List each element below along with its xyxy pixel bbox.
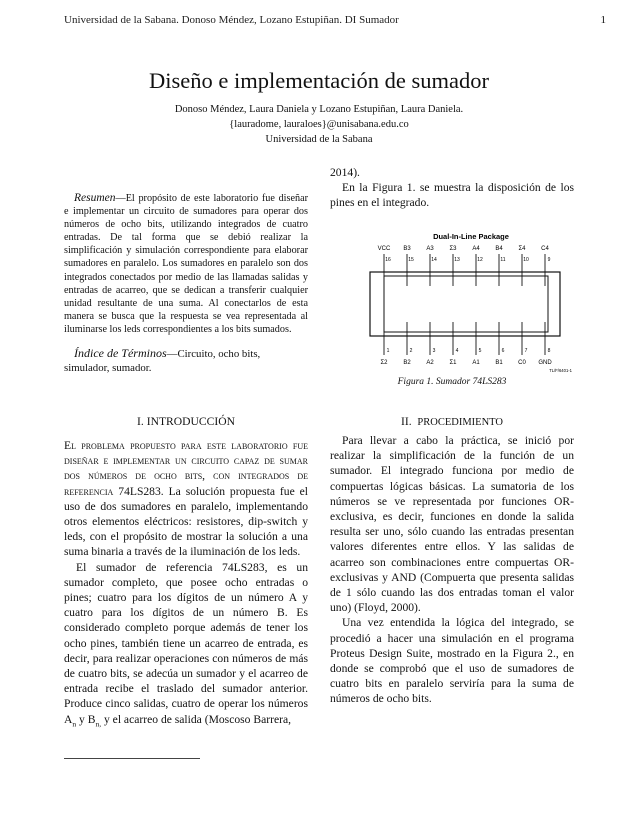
- top-pin-number: 15: [408, 257, 414, 263]
- bottom-pin-number: 4: [455, 348, 459, 354]
- top-pin-label: Σ4: [518, 246, 526, 252]
- bottom-pin-label: Σ2: [380, 360, 388, 366]
- right-column-intro: [330, 165, 574, 211]
- bottom-pin-label: C0: [518, 360, 526, 366]
- abstract: Resumen—El propósito de este laboratorio fue diseñar e implementar un circuito de sumadores para operar dos números de ocho bits, utilizando integrados de cuatro entradas. De tal forma que se debió realizar la simplificación y simulación correspondiente para elaborar sumadores en paralelo. Los sumadores en paralelo son dos integrados conectados por medio de las llamadas salidas y entradas de acarreo, que se dedican a transferir cualquier unidad resultante de una suma. Al conectarlos de esta manera se busca que la respuesta se vea representada al iluminarse los leds correspondientes a los bits sumados.: [64, 192, 308, 335]
- section1-heading: I. INTRODUCCIÓN: [137, 415, 235, 428]
- abstract-label: Resumen: [74, 192, 116, 204]
- bottom-pin-number: 6: [501, 348, 505, 354]
- package-label: Dual-In-Line Package: [433, 232, 509, 241]
- continued-citation: 2014).: [330, 166, 360, 179]
- figure1-caption: Figura 1. Sumador 74LS283: [397, 377, 507, 387]
- paper-title: Diseño e implementación de sumador: [149, 68, 489, 93]
- bottom-pin-number: 1: [386, 348, 390, 354]
- top-pin-number: 14: [431, 257, 437, 263]
- bottom-pin-number: 3: [432, 348, 436, 354]
- section2-para1: Para llevar a cabo la práctica, se inició por realizar la simplificación de la función de un sumador. El integrado funciona por medio de compuertas lógicas básicas. La sumatoria de los números se ve representada por funciones OR-exclusiva, es decir, funciones en donde la salida resulta ser uno, sólo cuando las entradas presentan valores diferentes entre ellos. Y las salidas de acarreo son combinaciones entre compuertas OR-exclusivas y AND (Compuerta que presenta salidas de 1 sólo cuando las dos entradas toman el valor uno) (Floyd, 2000).: [330, 434, 574, 615]
- bottom-pin-label: GND: [538, 360, 552, 366]
- section2-heading: II. PROCEDIMIENTO: [401, 415, 503, 428]
- running-header: Universidad de la Sabana. Donoso Méndez, Lozano Estupiñan. DI Sumador: [64, 14, 399, 26]
- bottom-pin-label: Σ1: [449, 360, 457, 366]
- author-affiliation: Universidad de la Sabana: [265, 134, 373, 145]
- index-terms: Índice de Términos—Circuito, ocho bits, simulador, sumador.: [64, 346, 261, 374]
- top-pin-number: 13: [454, 257, 460, 263]
- bottom-pin-number: 8: [547, 348, 551, 354]
- abstract-text: El propósito de este laboratorio fue diseñar e implementar un circuito de sumadores para operar dos números de ocho bits, utilizando integrados de cuatro entradas. De tal forma que se debió realizar la simplificación y simulación correspondiente para elaborar sumadores en paralelo. Los sumadores en paralelo son dos integrados conectados por medio de las llamadas salidas y entradas de acarreo, que se dedican a transferir cualquier unidad resultante de una suma. Al conectarlos de esta manera se busca que la respuesta se vea representada al iluminarse los leds correspondientes a los bits sumados.: [64, 193, 308, 335]
- top-pin-number: 9: [547, 257, 551, 263]
- bottom-pin-label: B1: [495, 360, 503, 366]
- top-pin-label: A4: [472, 246, 480, 252]
- figure-intro: En la Figura 1. se muestra la disposición de los pines en el integrado.: [330, 181, 574, 210]
- author-names: Donoso Méndez, Laura Daniela y Lozano Estupiñan, Laura Daniela.: [174, 104, 464, 115]
- bottom-pin-number: 5: [478, 348, 482, 354]
- section2-para2: Una vez entendida la lógica del integrado, se procedió a hacer una simulación en el programa Proteus Design Suite, mostrado en la Figura 2., en donde se comprobó que el uso de sumadores de cuatro bits en paralelo serviría para la suma de números de ocho bits.: [330, 616, 574, 706]
- top-pin-label: VCC: [377, 246, 391, 252]
- top-pin-label: A3: [426, 246, 434, 252]
- bottom-pin-label: A1: [472, 360, 480, 366]
- top-pin-number: 16: [385, 257, 391, 263]
- top-pin-label: C4: [541, 246, 549, 252]
- section1-lead-caps: El problema propuesto para este laboratorio fue diseñar e implementar un circuito capaz de sumar dos números de ocho bits, con integrados de referencia: [64, 439, 308, 498]
- bottom-pin-number: 7: [524, 348, 528, 354]
- section2-body: [330, 433, 574, 707]
- top-pin-number: 11: [500, 257, 506, 263]
- index-terms-label: Índice de Términos: [74, 346, 167, 360]
- top-pin-number: 10: [523, 257, 529, 263]
- author-emails: {lauradome, lauraloes}@unisabana.edu.co: [229, 119, 409, 130]
- bottom-pin-label: A2: [426, 360, 434, 366]
- page-number: 1: [600, 14, 606, 26]
- top-pin-label: B4: [495, 246, 503, 252]
- section1-body: El problema propuesto para este laboratorio fue diseñar e implementar un circuito capaz de sumar dos números de ocho bits, con integrados de referencia 74LS283. La solución propuesta fue el uso de dos sumadores en paralelo, implementando otros elementos eléctricos: resistores, dip-switch y leds, con el propósito de mostrar la solución a una suma binaria a través de la iluminación de los leds. El sumador de referencia 74LS283, es un sumador completo, que posee ocho entradas o pines; cuatro para los dígitos de un número A y cuatro para los dígitos de un número B. Es considerado completo porque además de tener los ocho pines, también tiene un acarreo de entrada, es decir, para realizar operaciones con números de más de cuatro bits, se adecúa un sumador y el acarreo de entrada recibe el traslado del sumador anterior. Produce cinco salidas, cuatro de operar los números $A_n$ y $B_{n,}$ y el acarreo de salida (Moscoso Barrera,: [64, 439, 308, 728]
- section1-lead-rest: 74LS283. La solución propuesta fue el uso de dos sumadores en paralelo, implementando otros elementos eléctricos: resistores, dip-switch y leds, con el propósito de mostrar la solución a una suma binaria a través de la iluminación de los leds.: [64, 484, 308, 559]
- top-pin-number: 12: [477, 257, 483, 263]
- part-code: TL/F/6401-1: [549, 368, 572, 373]
- footnote-rule: [64, 758, 200, 759]
- ic-outline: [370, 272, 560, 336]
- bottom-pin-label: B2: [403, 360, 411, 366]
- dip-package-diagram: [368, 230, 574, 374]
- bottom-pin-number: 2: [409, 348, 413, 354]
- top-pin-label: Σ3: [449, 246, 457, 252]
- index-terms-text: Circuito, ocho bits, simulador, sumador.: [64, 348, 261, 374]
- top-pin-label: B3: [403, 246, 411, 252]
- ic-inner-box: [384, 276, 548, 332]
